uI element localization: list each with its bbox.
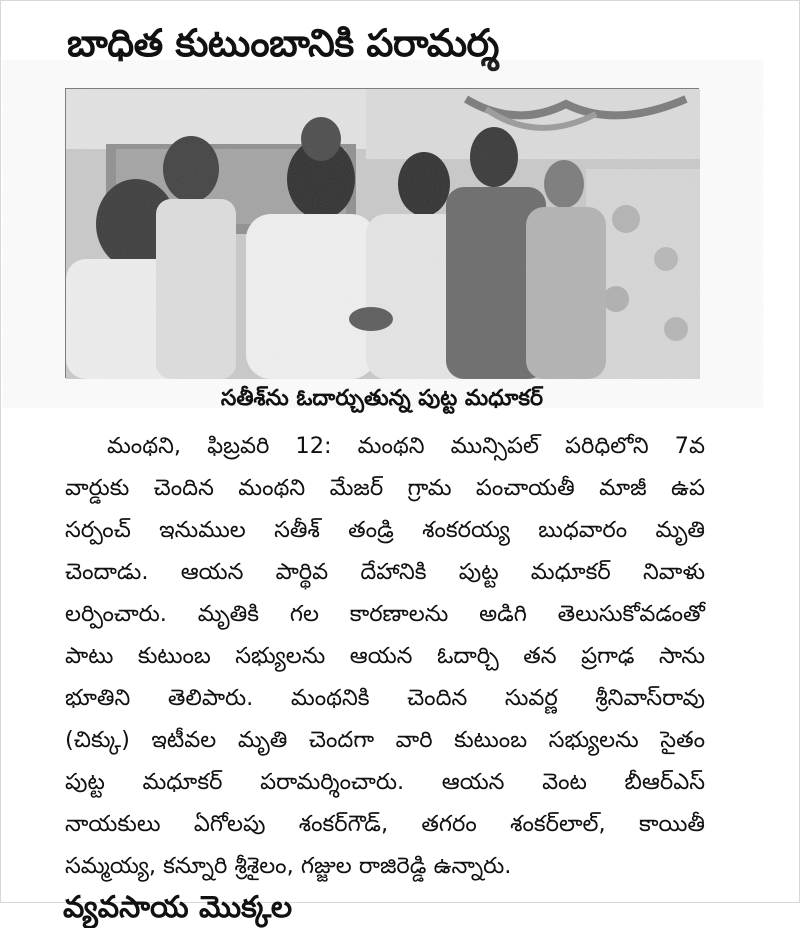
photo-illustration <box>66 89 700 379</box>
body-line: భూతిని తెలిపారు. మంథనికి చెందిన సువర్ణ శ్రీనివాస్‌రావు <box>65 685 705 711</box>
photo-caption: సతీశ్‌ను ఓదార్చుతున్న పుట్ట మధూకర్ <box>220 386 544 411</box>
article-headline: బాధిత కుటుంబానికి పరామర్శ <box>67 21 499 65</box>
body-line: మంథని, ఫిబ్రవరి 12: మంథని మున్సిపల్‌ పరిధిలోని 7వ <box>107 433 705 459</box>
next-article-headline-cut: వ్యవసాయ మొక్కల <box>63 890 293 925</box>
body-line: సమ్మయ్య, కన్నూరి శ్రీశైలం, గజ్జుల రాజిరెడ్డి ఉన్నారు. <box>65 853 512 879</box>
body-line: పాటు కుటుంబ సభ్యులను ఆయన ఓదార్చి తన ప్రగాఢ సాను <box>65 643 705 669</box>
body-line: నాయకులు ఏగోలపు శంకర్‌గౌడ్‌, తగరం శంకర్‌లాల్‌, కాయితీ <box>65 811 705 837</box>
body-line: చెందాడు. ఆయన పార్థివ దేహానికి పుట్ట మధూకర్‌ నివాళు <box>65 559 705 585</box>
article-body <box>65 425 705 887</box>
body-line: లర్పించారు. మృతికి గల కారణాలను అడిగి తెలుసుకోవడంతో <box>65 601 705 627</box>
body-line: పుట్ట మధూకర్‌ పరామర్శించారు. ఆయన వెంట బీఆర్‌ఎస్‌ <box>65 769 705 795</box>
body-line: వార్డుకు చెందిన మంథని మేజర్‌ గ్రామ పంచాయతీ మాజీ ఉప <box>65 475 705 501</box>
body-line: (చిక్కు) ఇటీవల మృతి చెందగా వారి కుటుంబ సభ్యులను సైతం <box>65 727 705 753</box>
body-line: సర్పంచ్‌ ఇనుముల సతీశ్‌ తండ్రి శంకరయ్య బుధవారం మృతి <box>65 517 705 543</box>
article-photo <box>65 88 699 378</box>
